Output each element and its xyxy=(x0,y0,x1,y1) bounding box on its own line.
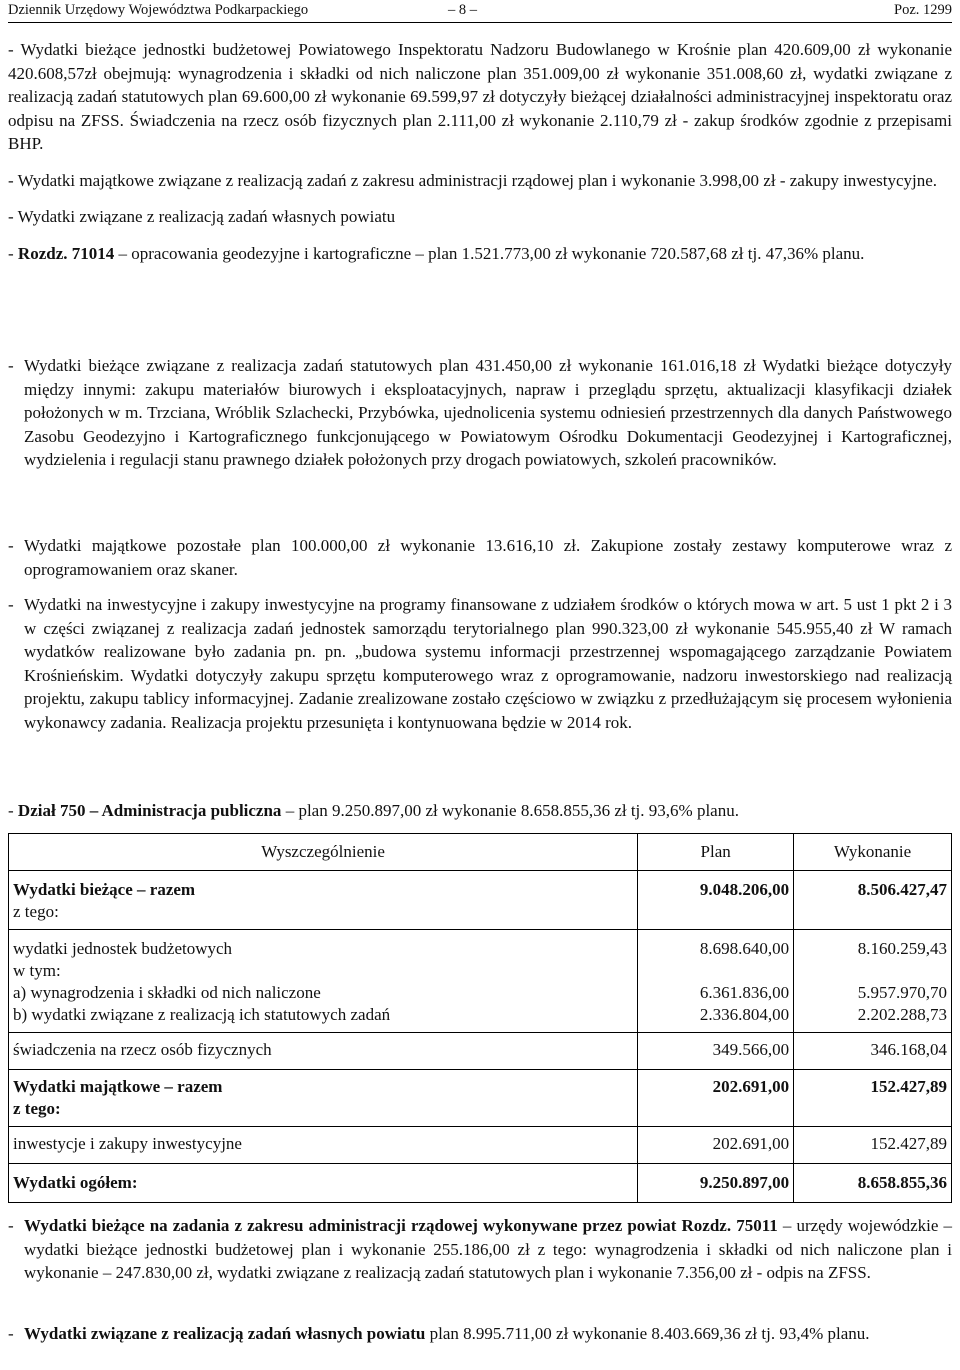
execution-value: 8.506.427,47 xyxy=(857,880,947,899)
dzial-bold: Dział 750 – Administracja publiczna xyxy=(17,801,282,820)
page-header xyxy=(8,0,952,23)
capital-other-text: Wydatki majątkowe pozostałe plan 100.000,00 zł wykonanie 13.616,10 zł. Zakupione zostały zestawy komputerowe wraz z oprogramowaniem oraz skaner. xyxy=(24,536,952,579)
table-row xyxy=(9,871,952,930)
rozdz-paragraph xyxy=(8,242,952,266)
row-label-bold: Wydatki majątkowe – razem xyxy=(13,1077,223,1096)
dash-marker: - xyxy=(8,536,14,555)
row-plan xyxy=(638,1070,794,1127)
investment-text: Wydatki na inwestycyjne i zakupy inwestycyjne na programy finansowane z udziałem środków o których mowa w art. 5 ust 1 pkt 2 i 3 w części związanej z realizacja zadań jednostek samorządu terytorialnego plan 990.323,00 zł wykonanie 545.955,40 zł W ramach wydatków realizowane było zadania pn. pn. „budowa systemu informacji przestrzennej wspomagającego zarządzanie Powiatem Krośnieńskim. Wydatki dotyczyły zakupu sprzętu komputerowego wraz z oprogramowanie, nadzoru inwestorskiego nad realizacją projektu, zakupu tablicy informacyjnej. Zadanie zrealizowane zostało częściowo w związku z przedłużającym się procesem wyłonienia wykonawcy zadania. Realizacja projektu przesunięta i kontynuowana będzie w 2014 rok. xyxy=(24,595,952,732)
table-header-row xyxy=(9,834,952,871)
row-sublabel-a: a) wynagrodzenia i składki od nich naliczone xyxy=(13,983,321,1002)
document-page xyxy=(8,0,953,1343)
row-label: wydatki jednostek budżetowych xyxy=(13,939,233,958)
row-description xyxy=(9,871,638,930)
plan-value-b: 2.336.804,00 xyxy=(699,1005,790,1024)
row-plan: 349.566,00 xyxy=(638,1033,794,1070)
plan-value: 9.250.897,00 xyxy=(699,1173,790,1192)
row-execution xyxy=(794,1070,952,1127)
after-table-rest: – urzędy wojewódzkie – wydatki bieżące jednostki budżetowej plan i wykonanie 255.186,00 zł z tego: wynagrodzenia i składki od nich naliczone plan i wykonanie – 247.830,00 zł, wydatki związane z realizacją zadań statutowych plan i wykonanie 7.356,00 zł - odpis na ZFSS. xyxy=(24,1216,953,1282)
dzial-text: – plan 9.250.897,00 zł wykonanie 8.658.855,36 zł tj. 93,6% planu. xyxy=(281,801,739,820)
total-label: Wydatki ogółem: xyxy=(13,1173,138,1192)
current-expenses-text: Wydatki bieżące związane z realizacja zadań statutowych plan 431.450,00 zł wykonanie 161.016,18 zł Wydatki bieżące dotyczyły między innymi: zakupu materiałów biurowych i eksploatacyjnych, napraw i przeglądu sprzętu, aktualizacji klasyfikacji działek położonych w m. Trzciana, Wróblik Szlachecki, Przybówka, ujednolicenia systemu odniesień przestrzennych dla danych Państwowego Zasobu Geodezyjno i Kartograficznego funkcjonującego w Powiatowym Ośrodku Dokumentacji Geodezyjnej i Kartograficznej, wydzielenia i regulacji stanu prawnego działek położonych przy drogach powiatowych, szkoleń pracowników. xyxy=(24,356,952,469)
final-rest: plan 8.995.711,00 zł wykonanie 8.403.669,36 zł tj. 93,4% planu. xyxy=(425,1324,870,1343)
section-own-text: - Wydatki związane z realizacją zadań własnych powiatu xyxy=(8,207,396,226)
budget-table xyxy=(8,833,952,1203)
dzial-prefix: - xyxy=(8,801,18,820)
row-plan xyxy=(638,871,794,930)
row-execution xyxy=(794,871,952,930)
dash-marker: - xyxy=(8,356,14,375)
rozdz-text: – opracowania geodezyjne i kartograficzne – plan 1.521.773,00 zł wykonanie 720.587,68 zł tj. 47,36% planu. xyxy=(114,243,865,263)
row-sublabel: w tym: xyxy=(13,961,61,980)
section-own-heading xyxy=(8,205,952,229)
dash-marker: - xyxy=(8,1324,14,1343)
execution-value: 8.160.259,43 xyxy=(857,939,947,958)
execution-value: 8.658.855,36 xyxy=(857,1173,947,1192)
after-table-bold: Wydatki bieżące na zadania z zakresu administracji rządowej wykonywane przez powiat Rozdz. 75011 xyxy=(24,1216,778,1235)
row-description: świadczenia na rzecz osób fizycznych xyxy=(9,1033,638,1070)
plan-value: 202.691,00 xyxy=(712,1077,790,1096)
row-execution: 346.168,04 xyxy=(794,1033,952,1070)
page-number: – 8 – xyxy=(448,2,477,18)
final-text xyxy=(24,1322,952,1346)
investment-item xyxy=(8,593,952,734)
journal-title: Dziennik Urzędowy Województwa Podkarpackiego xyxy=(8,2,309,18)
row-plan xyxy=(638,930,794,1033)
row-description: inwestycje i zakupy inwestycyjne xyxy=(9,1127,638,1164)
dash-marker: - xyxy=(8,595,14,614)
header-execution: Wykonanie xyxy=(794,834,952,871)
row-plan: 202.691,00 xyxy=(638,1127,794,1164)
after-table-text xyxy=(24,1214,952,1285)
final-item xyxy=(8,1322,952,1346)
intro-paragraph-1: - Wydatki bieżące jednostki budżetowej Powiatowego Inspektoratu Nadzoru Budowlanego w Krośnie plan 420.609,00 zł wykonanie 420.608,57zł obejmują: wynagrodzenia i składki od nich naliczone plan 351.009,00 zł wykonanie 351.008,60 zł, wydatki związane z realizacją zadań statutowych plan 69.600,00 zł wykonanie 69.599,97 zł dotyczyły bieżącej działalności administracyjnej inspektoratu oraz odpisu na ZFSS. Świadczenia na rzecz osób fizycznych plan 2.111,00 zł wykonanie 2.110,79 zł - zakup środków zgodnie z przepisami BHP. xyxy=(8,40,952,153)
intro-paragraph-2: - Wydatki majątkowe związane z realizacją zadań z zakresu administracji rządowej plan i wykonanie 3.998,00 zł - zakupy inwestycyjne. xyxy=(8,170,938,190)
row-description xyxy=(9,1070,638,1127)
row-execution xyxy=(794,930,952,1033)
table-row xyxy=(9,1033,952,1070)
row-execution xyxy=(794,1164,952,1203)
row-execution: 152.427,89 xyxy=(794,1127,952,1164)
table-row xyxy=(9,1127,952,1164)
dash-marker: - xyxy=(8,1216,14,1235)
after-table-item xyxy=(8,1214,952,1285)
execution-value-a: 5.957.970,70 xyxy=(857,983,947,1002)
row-sublabel: z tego: xyxy=(13,902,59,921)
final-bold: Wydatki związane z realizacją zadań własnych powiatu xyxy=(24,1324,426,1343)
table-row-total xyxy=(9,1164,952,1203)
execution-value-b: 2.202.288,73 xyxy=(857,1005,947,1024)
header-description: Wyszczególnienie xyxy=(9,834,638,871)
capital-other-item xyxy=(8,534,952,581)
current-expenses-item xyxy=(8,354,952,472)
header-plan: Plan xyxy=(638,834,794,871)
dzial-paragraph xyxy=(8,799,952,823)
table-row xyxy=(9,930,952,1033)
intro-block xyxy=(8,38,952,265)
row-plan xyxy=(638,1164,794,1203)
rozdz-prefix: - xyxy=(8,243,18,263)
rozdz-bold: Rozdz. 71014 xyxy=(17,243,115,263)
row-label-bold: Wydatki bieżące – razem xyxy=(13,880,196,899)
table-row xyxy=(9,1070,952,1127)
row-sublabel-b: b) wydatki związane z realizacją ich statutowych zadań xyxy=(13,1005,391,1024)
position-number: Poz. 1299 xyxy=(894,2,952,18)
row-sublabel: z tego: xyxy=(13,1099,61,1118)
plan-value: 8.698.640,00 xyxy=(699,939,790,958)
row-description xyxy=(9,930,638,1033)
plan-value: 9.048.206,00 xyxy=(699,880,790,899)
row-description xyxy=(9,1164,638,1203)
execution-value: 152.427,89 xyxy=(870,1077,947,1096)
plan-value-a: 6.361.836,00 xyxy=(699,983,790,1002)
